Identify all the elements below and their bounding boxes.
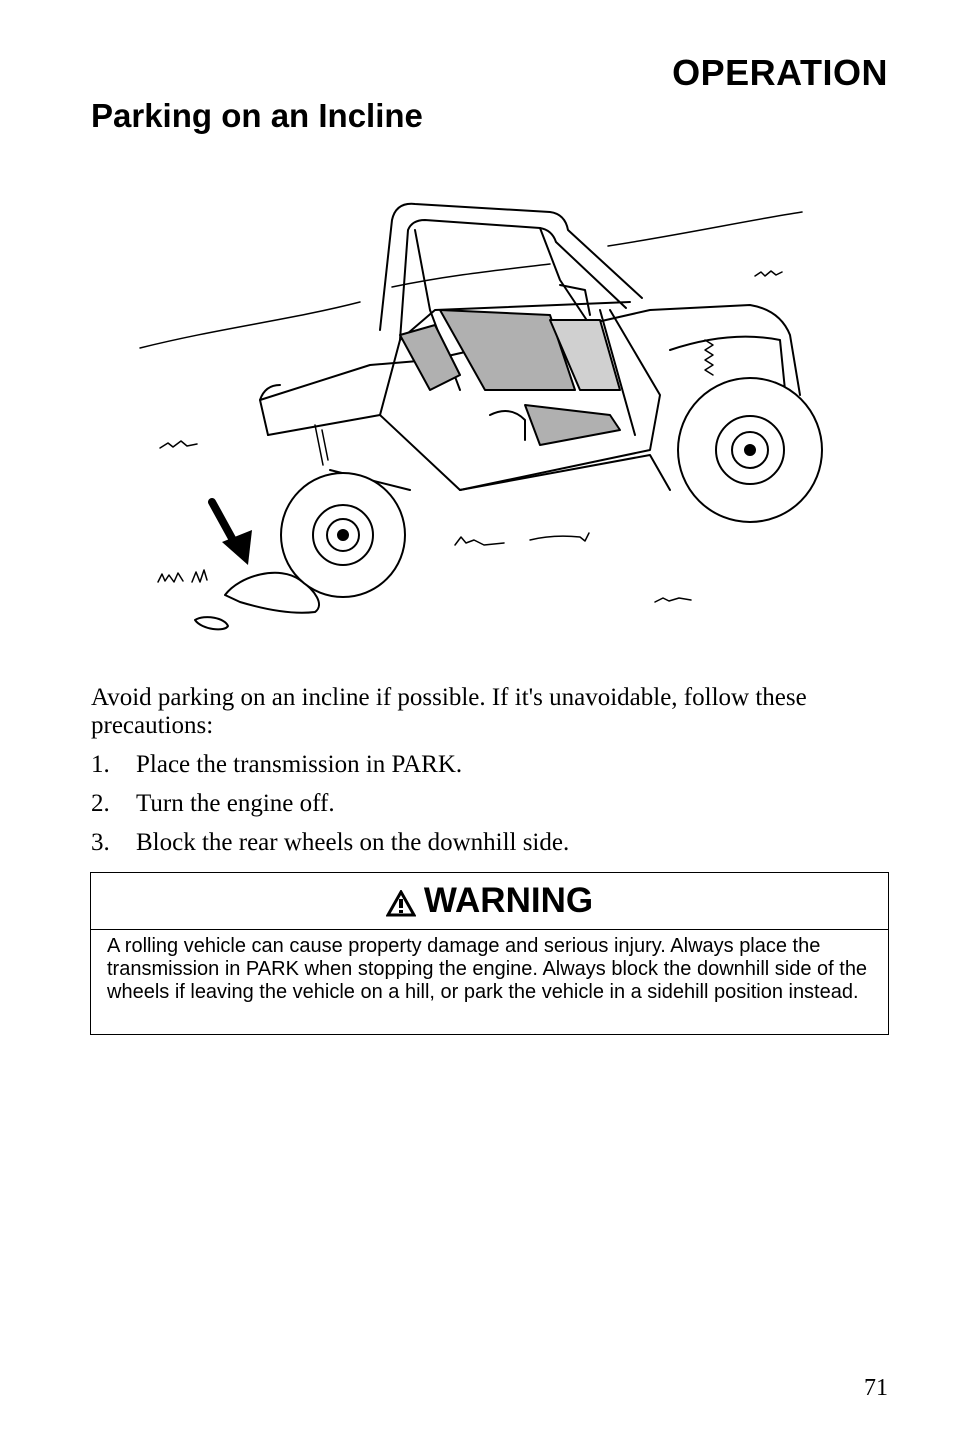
vehicle-illustration [130,190,830,650]
warning-triangle-icon [386,890,416,917]
step-2: 2. Turn the engine off. [91,790,335,817]
intro-paragraph: Avoid parking on an incline if possible. If it's unavoidable, follow these precautions: [91,684,807,739]
warning-box [90,872,889,1035]
warning-header [91,873,888,930]
precaution-steps [91,750,891,867]
warning-text: A rolling vehicle can cause property damage and serious injury. Always place the transmission in PARK when stopping the engine. Always block the downhill side of the wheels if leaving the vehicle on a hill, or park the vehicle in a sidehill position instead. [107,935,868,1003]
page-title: Parking on an Incline [91,97,423,134]
section-header: OPERATION [672,52,888,93]
step-3: 3. Block the rear wheels on the downhill side. [91,829,570,856]
page-number: 71 [864,1375,888,1401]
step-1: 1. Place the transmission in PARK. [91,751,463,778]
warning-title: WARNING [423,881,594,920]
arrow-down-icon [212,502,252,565]
